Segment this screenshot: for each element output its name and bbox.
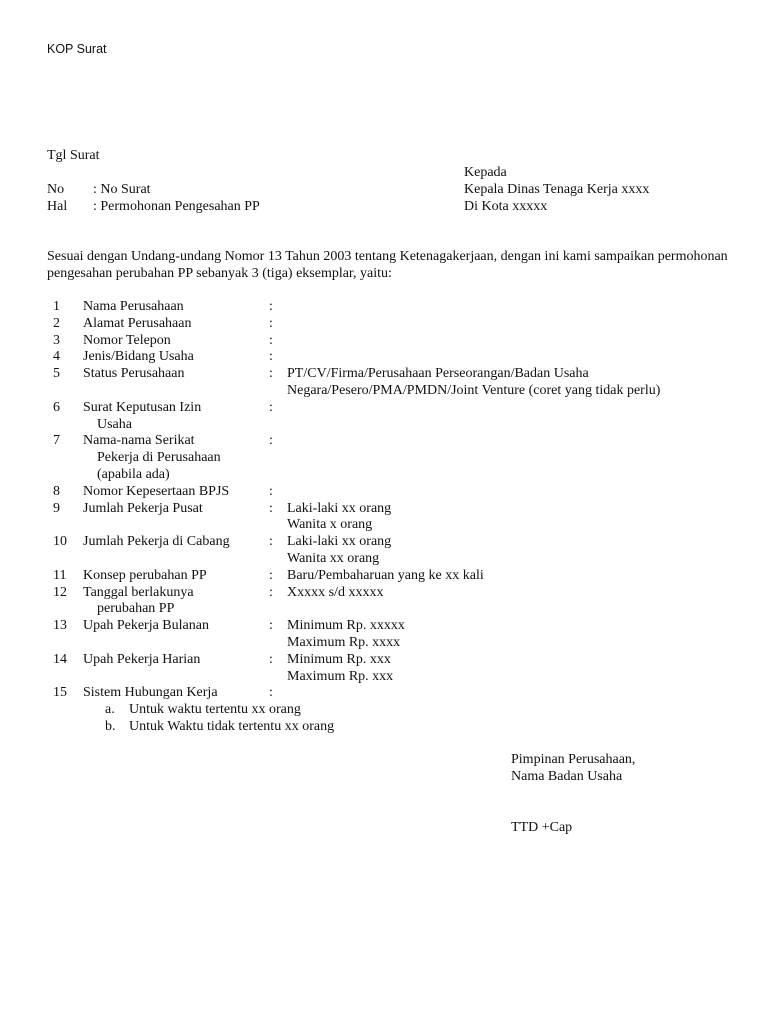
item-colon: : [269, 366, 273, 382]
item-number: 7 [53, 433, 60, 449]
item-number: 3 [53, 332, 60, 348]
item-value [287, 484, 747, 501]
list-item [47, 685, 747, 702]
list-item [47, 333, 747, 350]
item-number: 1 [53, 299, 60, 314]
recipient-line: Di Kota xxxxx [464, 198, 548, 214]
item-colon: : [269, 299, 273, 314]
signature-stamp-placeholder: TTD +Cap [511, 820, 573, 835]
item-label [83, 618, 269, 652]
item-label-line: Sistem Hubungan Kerja [83, 685, 218, 701]
recipient-line: Kepada [464, 165, 507, 180]
item-label-line: Jenis/Bidang Usaha [83, 349, 194, 365]
item-colon: : [269, 399, 273, 415]
intro-paragraph: Sesuai dengan Undang-undang Nomor 13 Tahun 2003 tentang Ketenagakerjaan, dengan ini kami sampaikan permohonan pengesahan perubahan PP sebanyak 3 (tiga) eksemplar, yaitu: [47, 249, 728, 281]
item-label [83, 333, 269, 350]
item-value [287, 333, 747, 350]
item-value [287, 349, 747, 366]
item-colon: : [269, 685, 273, 701]
item-label [83, 299, 269, 316]
item-label [83, 349, 269, 366]
item-label-line: Nomor Kepesertaan BPJS [83, 483, 230, 499]
item-list [47, 299, 747, 736]
item-value [287, 299, 747, 316]
item-label-line: Usaha [97, 416, 132, 432]
item-colon: : [269, 567, 273, 583]
signature-line: Pimpinan Perusahaan, [511, 752, 636, 767]
item-colon: : [269, 433, 273, 449]
item-colon: : [269, 500, 273, 516]
item-colon: : [269, 315, 273, 331]
meta-row-subject [47, 199, 260, 216]
meta-key: No [47, 182, 65, 197]
item-value [287, 685, 747, 702]
item-value-line: Baru/Pembaharuan yang ke xx kali [287, 567, 484, 583]
item-label-line: perubahan PP [97, 601, 175, 617]
item-colon: : [269, 349, 273, 365]
item-value-line: Minimum Rp. xxxxx [287, 618, 405, 634]
item-label-line: Nama Perusahaan [83, 299, 184, 314]
item-label-line: Tanggal berlakunya [83, 584, 194, 600]
item-value [287, 534, 747, 568]
item-value-line: PT/CV/Firma/Perusahaan Perseorangan/Badan Usaha [287, 366, 589, 382]
item-value-line: Laki-laki xx orang [287, 500, 392, 516]
recipient-line: Kepala Dinas Tenaga Kerja xxxx [464, 181, 650, 197]
item-colon: : [269, 651, 273, 667]
list-item [47, 484, 747, 501]
list-item [47, 501, 747, 535]
item-number: 11 [53, 567, 67, 583]
list-item [47, 366, 747, 400]
item-label-line: Nama-nama Serikat [83, 433, 195, 449]
item-number: 13 [53, 618, 67, 634]
item-label [83, 685, 269, 702]
letterhead-placeholder: KOP Surat [47, 42, 107, 56]
list-item [47, 534, 747, 568]
item-value-line: Wanita xx orang [287, 550, 380, 566]
item-number: 5 [53, 366, 60, 382]
item-value [287, 568, 747, 585]
item-label-line: Alamat Perusahaan [83, 315, 192, 331]
item-label-line: (apabila ada) [97, 466, 170, 482]
item-value-line: Minimum Rp. xxx [287, 651, 391, 667]
item-number: 2 [53, 315, 60, 331]
item-number: 15 [53, 685, 67, 701]
item-value-line: Maximum Rp. xxx [287, 668, 394, 684]
item-label [83, 366, 269, 400]
sub-item-text: Untuk waktu tertentu xx orang [129, 702, 301, 718]
sub-item-letter: a. [105, 702, 115, 718]
item-value [287, 366, 747, 400]
letter-meta [47, 182, 260, 216]
item-label [83, 501, 269, 535]
item-number: 12 [53, 584, 67, 600]
list-item [47, 433, 747, 483]
meta-value: : No Surat [93, 182, 151, 197]
recipient-block [464, 165, 649, 215]
item-value [287, 618, 747, 652]
list-item [47, 585, 747, 619]
item-number: 4 [53, 349, 60, 365]
item-label-line: Upah Pekerja Harian [83, 651, 201, 667]
item-label-line: Upah Pekerja Bulanan [83, 618, 209, 634]
item-label [83, 652, 269, 686]
item-label-line: Jumlah Pekerja di Cabang [83, 534, 230, 550]
list-item [47, 316, 747, 333]
item-label [83, 534, 269, 568]
item-value [287, 652, 747, 686]
item-number: 9 [53, 500, 60, 516]
item-label [83, 433, 269, 483]
item-value [287, 433, 747, 483]
item-number: 6 [53, 399, 60, 415]
item-colon: : [269, 584, 273, 600]
item-label-line: Konsep perubahan PP [83, 567, 207, 583]
item-label [83, 400, 269, 434]
signature-block [511, 752, 635, 786]
item-label [83, 316, 269, 333]
list-item [47, 299, 747, 316]
item-label [83, 585, 269, 619]
item-colon: : [269, 618, 273, 634]
list-item [47, 568, 747, 585]
item-number: 14 [53, 651, 67, 667]
item-label-line: Status Perusahaan [83, 366, 185, 382]
item-value-line: Laki-laki xx orang [287, 534, 392, 550]
item-colon: : [269, 483, 273, 499]
list-item [47, 400, 747, 434]
meta-key: Hal [47, 198, 68, 214]
item-value-line: Maximum Rp. xxxx [287, 634, 401, 650]
item-label-line: Jumlah Pekerja Pusat [83, 500, 203, 516]
item-label [83, 484, 269, 501]
item-value-line: Xxxxx s/d xxxxx [287, 584, 384, 600]
meta-row-number [47, 182, 260, 199]
sub-list-item [47, 719, 747, 736]
item-colon: : [269, 534, 273, 550]
item-value-line: Negara/Pesero/PMA/PMDN/Joint Venture (coret yang tidak perlu) [287, 382, 661, 398]
signature-line: Nama Badan Usaha [511, 768, 623, 784]
item-number: 10 [53, 534, 67, 550]
meta-value: : Permohonan Pengesahan PP [93, 198, 260, 214]
sub-item-text: Untuk Waktu tidak tertentu xx orang [129, 718, 335, 734]
item-number: 8 [53, 483, 60, 499]
item-value [287, 316, 747, 333]
letter-date: Tgl Surat [47, 148, 100, 163]
list-item [47, 349, 747, 366]
item-colon: : [269, 332, 273, 348]
item-value-line: Wanita x orang [287, 517, 373, 533]
item-label-line: Nomor Telepon [83, 332, 171, 348]
item-label-line: Pekerja di Perusahaan [97, 450, 221, 466]
item-value [287, 400, 747, 434]
item-label [83, 568, 269, 585]
item-label-line: Surat Keputusan Izin [83, 399, 202, 415]
item-value [287, 501, 747, 535]
sub-item-letter: b. [105, 718, 116, 734]
list-item [47, 618, 747, 652]
list-item [47, 652, 747, 686]
sub-list-item [47, 702, 747, 719]
item-value [287, 585, 747, 619]
